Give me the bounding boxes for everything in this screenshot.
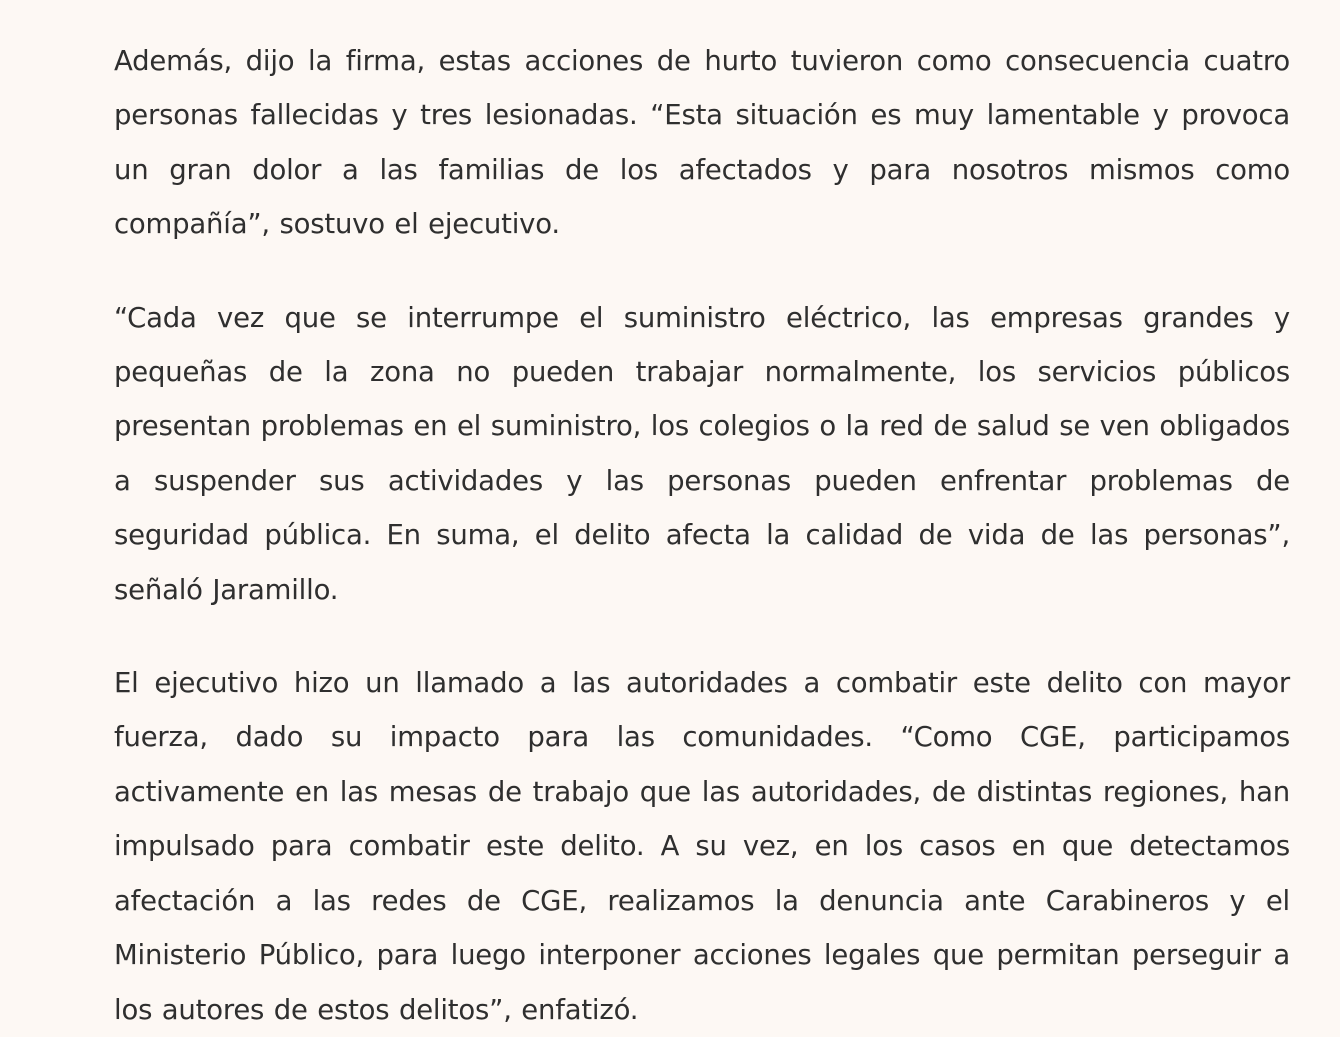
article-paragraph-2: “Cada vez que se interrumpe el suministro eléctrico, las empresas grandes y pequeñas de la zona no pueden trabajar normalmente, los servicios públicos presentan problemas en el suministro, los colegios o la red de salud se ven obligados a suspender sus actividades y las personas pueden enfrentar problemas de seguridad pública. En suma, el delito afecta la calidad de vida de las personas”, señaló Jaramillo. <box>114 301 1290 606</box>
article-paragraph-3: El ejecutivo hizo un llamado a las autoridades a combatir este delito con mayor fuerza, dado su impacto para las comunidades. “Como CGE, participamos activamente en las mesas de trabajo que las autoridades, de distintas regiones, han impulsado para combatir este delito. A su vez, en los casos en que detectamos afectación a las redes de CGE, realizamos la denuncia ante Carabineros y el Ministerio Público, para luego interponer acciones legales que permitan perseguir a los autores de estos delitos”, enfatizó. <box>114 667 1290 1026</box>
article-paragraph-1: Además, dijo la firma, estas acciones de hurto tuvieron como consecuencia cuatro personas fallecidas y tres lesionadas. “Esta situación es muy lamentable y provoca un gran dolor a las familias de los afectados y para nosotros mismos como compañía”, sostuvo el ejecutivo. <box>114 45 1290 241</box>
article-body <box>114 34 1290 1037</box>
